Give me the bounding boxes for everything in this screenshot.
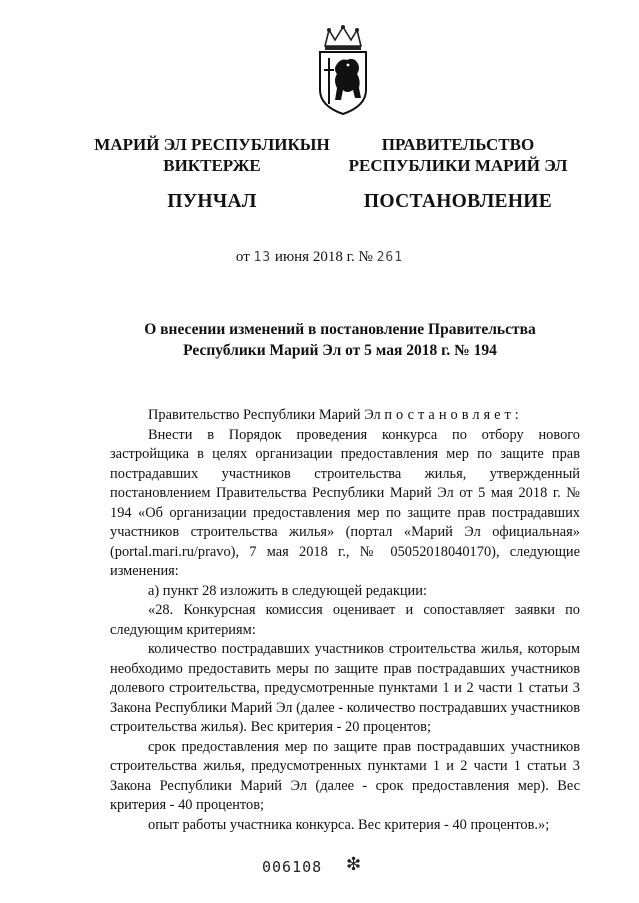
intro-verb: постановляет: [384, 407, 523, 423]
body-paragraph-3: «28. Конкурсная комиссия оценивает и сопоставляет заявки по следующим критериям: [110, 602, 580, 638]
subject-line1: О внесении изменений в постановление Правительства [144, 321, 536, 338]
form-serial-number: 006108 [262, 858, 323, 876]
intro-text: Правительство Республики Марий Эл [148, 407, 381, 423]
header-left-block [92, 134, 332, 214]
body-paragraph-1: Внести в Порядок проведения конкурса по отбору нового застройщика в целях организации предоставления мер по защите прав пострадавших участников строительства жилья, утвержденный постановлением Правительства Республики Марий Эл от 5 мая 2018 г. № 194 «Об организации предоставления мер по защите прав пострадавших участников строительства жилья» (портал «Марий Эл официальная» (portal.mari.ru/pravo), 7 мая 2018 г., № 05052018040170), следующие изменения: [110, 426, 580, 579]
body-paragraph-2: а) пункт 28 изложить в следующей редакции: [148, 582, 427, 599]
document-body [110, 406, 580, 835]
document-subject [100, 319, 580, 361]
body-intro [110, 406, 580, 426]
header-right-line2: РЕСПУБЛИКИ МАРИЙ ЭЛ [348, 156, 568, 175]
header-left-line2: ВИКТЕРЖЕ [163, 156, 261, 175]
coat-of-arms-icon [315, 24, 371, 116]
header-left-title: ПУНЧАЛ [167, 191, 257, 212]
decree-number: 261 [376, 250, 404, 265]
header-right-block [338, 134, 578, 214]
asterisk-icon: ❇ [346, 854, 362, 874]
header-left-line1: МАРИЙ ЭЛ РЕСПУБЛИКЫН [94, 135, 330, 154]
date-line [0, 249, 639, 266]
subject-line2: Республики Марий Эл от 5 мая 2018 г. № 194 [183, 342, 497, 359]
date-day: 13 [253, 250, 272, 265]
date-prefix: от [235, 249, 250, 265]
date-middle: июня 2018 г. № [274, 249, 373, 265]
body-paragraph-5: срок предоставления мер по защите прав пострадавших участников строительства жилья, предусмотренных пунктами 1 и 2 части 1 статьи 3 Закона Республики Марий Эл (далее - срок предоставления мер). Вес критерия - 40 процентов; [110, 738, 580, 813]
body-paragraph-4: количество пострадавших участников строительства жилья, которым необходимо предоставить меры по защите прав пострадавших участников долевого строительства, предусмотренные пунктами 1 и 2 части 1 статьи 3 Закона Республики Марий Эл (далее - количество пострадавших участников строительства жилья). Вес критерия - 20 процентов; [110, 641, 580, 735]
body-paragraph-6: опыт работы участника конкурса. Вес критерия - 40 процентов.»; [148, 816, 550, 833]
header-right-title: ПОСТАНОВЛЕНИЕ [363, 191, 553, 212]
header-right-line1: ПРАВИТЕЛЬСТВО [381, 135, 535, 154]
